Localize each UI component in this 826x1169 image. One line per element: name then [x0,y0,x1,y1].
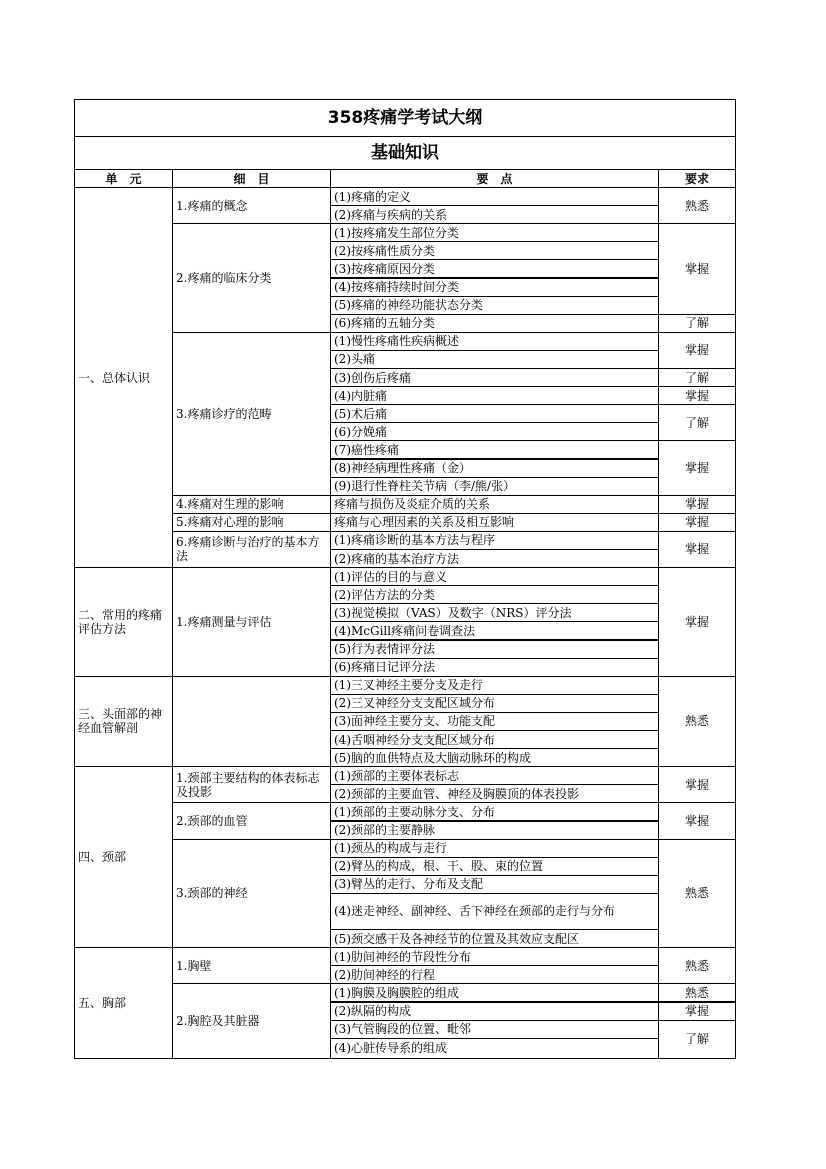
point-cell: 疼痛与损伤及炎症介质的关系 [330,495,659,514]
requirement-cell: 掌握 [658,440,736,495]
document-title: 358疼痛学考试大纲 [74,99,736,137]
requirement-cell: 掌握 [658,332,736,369]
point-cell: (3)按疼痛原因分类 [330,259,659,278]
requirement-cell: 掌握 [658,495,736,514]
unit-cell: 四、颈部 [74,766,173,948]
point-cell: (5)疼痛的神经功能状态分类 [330,296,659,315]
point-cell: (7)癌性疼痛 [330,440,659,459]
item-cell: 3.颈部的神经 [172,839,331,949]
point-cell: (2)疼痛的基本治疗方法 [330,549,659,568]
item-cell: 1.胸壁 [172,947,331,984]
point-cell: (2)疼痛与疾病的关系 [330,205,659,224]
point-cell: (1)颈部的主要动脉分支、分布 [330,802,659,821]
point-cell: (2)头痛 [330,350,659,369]
point-cell: (6)疼痛日记评分法 [330,658,659,677]
point-cell: (2)肋间神经的行程 [330,965,659,984]
requirement-cell: 熟悉 [658,983,736,1002]
point-cell: (2)三叉神经分支支配区域分布 [330,694,659,713]
point-cell: (4)心脏传导系的组成 [330,1038,659,1059]
item-cell: 5.疼痛对心理的影响 [172,513,331,532]
item-cell: 1.颈部主要结构的体表标志及投影 [172,766,331,803]
requirement-cell: 了解 [658,1020,736,1059]
point-cell: (3)气管胸段的位置、毗邻 [330,1020,659,1039]
point-cell: (4)迷走神经、副神经、舌下神经在颈部的走行与分布 [330,893,659,930]
point-cell: (5)行为表情评分法 [330,640,659,659]
header-unit: 单 元 [74,169,173,188]
point-cell: (2)纵隔的构成 [330,1002,659,1021]
point-cell: (4)McGill疼痛问卷调查法 [330,621,659,640]
point-cell: (4)舌咽神经分支支配区域分布 [330,730,659,749]
unit-cell: 二、常用的疼痛评估方法 [74,567,173,677]
requirement-cell: 了解 [658,404,736,441]
item-cell: 4.疼痛对生理的影响 [172,495,331,514]
point-cell: (1)颈丛的构成与走行 [330,839,659,858]
point-cell: (1)胸膜及胸膜腔的组成 [330,983,659,1002]
point-cell: (6)分娩痛 [330,422,659,441]
item-cell: 1.疼痛测量与评估 [172,567,331,677]
requirement-cell: 掌握 [658,531,736,568]
point-cell: (3)创伤后疼痛 [330,368,659,387]
requirement-cell: 掌握 [658,223,736,315]
header-point: 要 点 [330,169,659,188]
requirement-cell: 熟悉 [658,947,736,984]
requirement-cell: 掌握 [658,802,736,839]
point-cell: (2)颈部的主要血管、神经及胸膜顶的体表投影 [330,784,659,803]
requirement-cell: 掌握 [658,766,736,803]
header-item: 细 目 [172,169,331,188]
point-cell: (1)慢性疼痛性疾病概述 [330,332,659,351]
item-cell: 3.疼痛诊疗的范畴 [172,332,331,496]
point-cell: (1)肋间神经的节段性分布 [330,947,659,966]
item-cell: 2.颈部的血管 [172,802,331,839]
item-cell [172,676,331,768]
point-cell: (4)内脏痛 [330,386,659,405]
requirement-cell: 掌握 [658,386,736,405]
point-cell: (6)疼痛的五轴分类 [330,314,659,333]
unit-cell: 一、总体认识 [74,187,173,568]
requirement-cell: 掌握 [658,567,736,677]
section-title: 基础知识 [74,136,736,170]
requirement-cell: 掌握 [658,513,736,532]
point-cell: (1)疼痛诊断的基本方法与程序 [330,531,659,550]
point-cell: (2)臂丛的构成，根、干、股、束的位置 [330,857,659,876]
point-cell: (2)颈部的主要静脉 [330,821,659,840]
unit-cell: 五、胸部 [74,947,173,1059]
point-cell: (5)脑的血供特点及大脑动脉环的构成 [330,748,659,767]
point-cell: (3)视觉模拟（VAS）及数字（NRS）评分法 [330,603,659,622]
point-cell: (9)退行性脊柱关节病（李/熊/张） [330,477,659,496]
point-cell: (4)按疼痛持续时间分类 [330,278,659,297]
unit-cell: 三、头面部的神经血管解剖 [74,676,173,768]
requirement-cell: 熟悉 [658,676,736,768]
requirement-cell: 熟悉 [658,187,736,224]
point-cell: (1)三叉神经主要分支及走行 [330,676,659,695]
point-cell: (3)面神经主要分支、功能支配 [330,712,659,731]
point-cell: (2)按疼痛性质分类 [330,241,659,260]
requirement-cell: 了解 [658,314,736,333]
point-cell: (1)疼痛的定义 [330,187,659,206]
point-cell: (3)臂丛的走行、分布及支配 [330,875,659,894]
point-cell: 疼痛与心理因素的关系及相互影响 [330,513,659,532]
requirement-cell: 熟悉 [658,839,736,949]
item-cell: 6.疼痛诊断与治疗的基本方法 [172,531,331,568]
item-cell: 1.疼痛的概念 [172,187,331,224]
requirement-cell: 掌握 [658,1002,736,1021]
point-cell: (8)神经病理性疼痛（金） [330,459,659,478]
requirement-cell: 了解 [658,368,736,387]
point-cell: (1)评估的目的与意义 [330,567,659,586]
item-cell: 2.胸腔及其脏器 [172,983,331,1059]
point-cell: (1)颈部的主要体表标志 [330,766,659,785]
point-cell: (5)术后痛 [330,404,659,423]
item-cell: 2.疼痛的临床分类 [172,223,331,333]
point-cell: (1)按疼痛发生部位分类 [330,223,659,242]
header-requirement: 要求 [658,169,736,188]
point-cell: (5)颈交感干及各神经节的位置及其效应支配区 [330,929,659,948]
point-cell: (2)评估方法的分类 [330,585,659,604]
